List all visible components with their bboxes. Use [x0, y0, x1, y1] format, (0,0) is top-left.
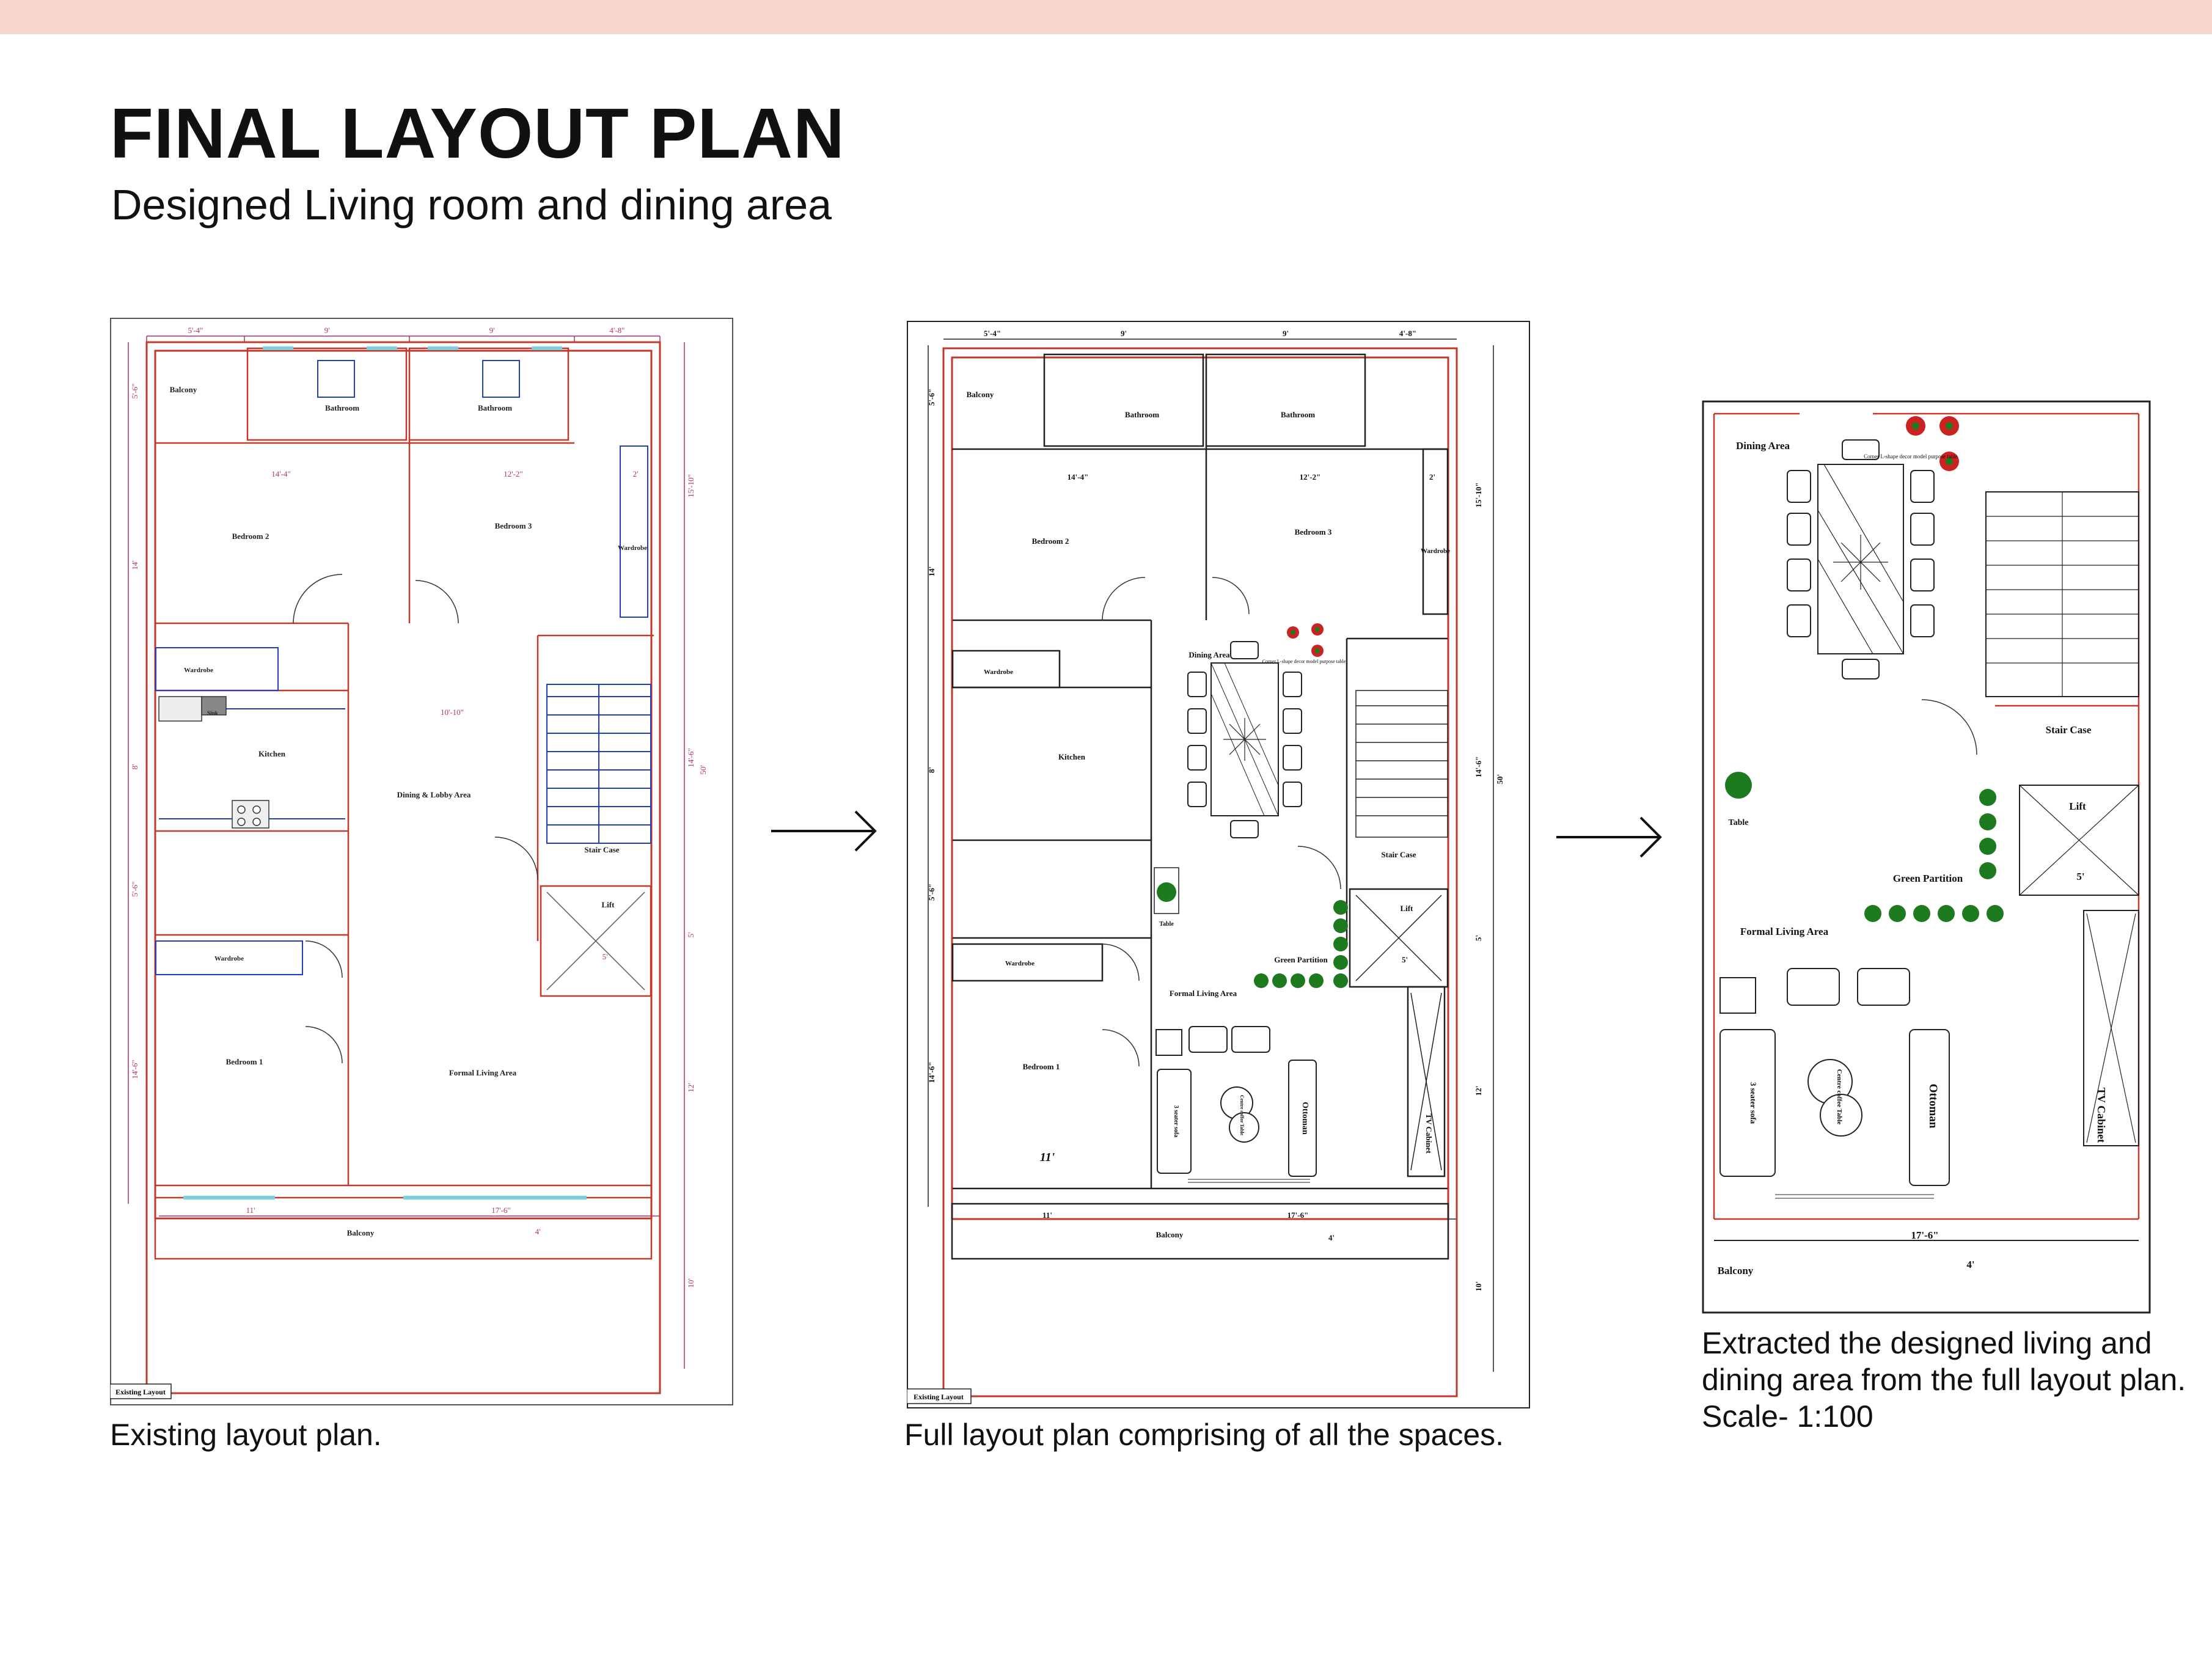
full-wardrobe-top-label: Wardrobe [983, 668, 1014, 676]
existing-balcony-bottom-label: Balcony [346, 1228, 375, 1237]
full-dim-top-2: 9' [1120, 329, 1127, 338]
full-dim-right-1: 15'-10" [1474, 482, 1483, 508]
existing-dim-inner-2: 12'-2" [504, 469, 523, 478]
full-dim-top-3: 9' [1282, 329, 1289, 338]
full-dim-left-3: 8' [927, 766, 936, 774]
existing-dim-left-3: 8' [130, 764, 139, 770]
existing-dim-inner-4: 10'-10" [441, 708, 464, 717]
existing-dim-right-4: 5' [686, 932, 695, 938]
full-wardrobe-right-label: Wardrobe [1420, 548, 1451, 555]
full-corner-note: Corner L-shape decor model purpose table [1262, 659, 1346, 664]
full-dim-inner-2: 12'-2" [1299, 472, 1321, 482]
full-dim-left-5: 14'-6" [927, 1061, 936, 1083]
full-dim-inner-4: 5' [1401, 955, 1408, 964]
extract-dim-2: 17'-6" [1911, 1229, 1939, 1241]
extract-dim-3: 4' [1966, 1259, 1975, 1270]
extract-dining-area-label: Dining Area [1735, 440, 1790, 452]
full-dim-left-1: 5'-6" [927, 388, 936, 406]
full-dim-inner-3: 2' [1429, 472, 1436, 482]
existing-dim-top-4: 4'-8" [609, 326, 625, 335]
right-arrow-icon [1555, 813, 1665, 862]
extract-corner-note: Corner L-shape decor model purpose table [1864, 453, 1958, 460]
existing-formal-living-label: Formal Living Area [449, 1068, 517, 1077]
full-stair-case-label: Stair Case [1381, 850, 1416, 859]
extract-dim-1: 5' [2076, 871, 2085, 882]
full-dim-bottom-2: 17'-6" [1287, 1210, 1309, 1220]
extracted-caption-line-2: dining area from the full layout plan. [1702, 1363, 2186, 1397]
extract-lift-label: Lift [2069, 800, 2086, 812]
existing-wardrobe-bottom-label: Wardrobe [214, 955, 244, 962]
extracted-caption-line-3: Scale- 1:100 [1702, 1399, 1873, 1434]
extract-center-table-label: Centre coffee Table [1836, 1069, 1843, 1125]
existing-dim-inner-5: 5' [602, 952, 608, 961]
full-dim-right-6: 10' [1474, 1281, 1483, 1292]
existing-dim-inner-3: 2' [632, 469, 639, 478]
full-dim-inner-1: 14'-4" [1067, 472, 1089, 482]
full-lift-label: Lift [1400, 904, 1413, 913]
full-dim-right-3: 50' [1495, 774, 1504, 785]
full-table-label: Table [1159, 921, 1174, 928]
extract-table-label: Table [1728, 818, 1749, 827]
existing-layout-drawing [110, 318, 733, 1405]
existing-lift-label: Lift [601, 900, 615, 909]
existing-dim-right-3: 50' [698, 765, 708, 775]
existing-bathroom-1-label: Bathroom [324, 403, 360, 412]
existing-wardrobe-top-label: Wardrobe [183, 667, 214, 674]
full-center-table-label: Centre coffee Table [1239, 1094, 1245, 1136]
full-dim-right-2: 14'-6" [1474, 756, 1483, 778]
existing-dining-lobby-label: Dining & Lobby Area [397, 790, 471, 799]
extract-formal-living-label: Formal Living Area [1740, 926, 1829, 937]
existing-dim-left-2: 14' [130, 560, 139, 570]
existing-bedroom-1-label: Bedroom 1 [225, 1057, 263, 1066]
full-wardrobe-bottom-label: Wardrobe [1005, 960, 1035, 967]
full-dim-right-5: 12' [1474, 1085, 1483, 1096]
full-kitchen-label: Kitchen [1058, 752, 1086, 761]
existing-dim-top-3: 9' [489, 326, 495, 335]
existing-dim-top-2: 9' [324, 326, 330, 335]
full-balcony-bottom-label: Balcony [1155, 1230, 1184, 1239]
existing-dim-bottom-1: 11' [246, 1206, 255, 1215]
existing-dim-top-1: 5'-4" [188, 326, 203, 335]
top-band [0, 0, 2212, 34]
full-dim-right-4: 5' [1474, 934, 1483, 942]
full-green-partition-label: Green Partition [1274, 955, 1328, 964]
full-ottoman-label: Ottoman [1300, 1102, 1309, 1135]
existing-bedroom-3-label: Bedroom 3 [494, 521, 532, 530]
full-dining-area-label: Dining Area [1188, 650, 1230, 659]
full-bedroom-2-label: Bedroom 2 [1031, 537, 1069, 546]
full-bedroom-1-label: Bedroom 1 [1022, 1062, 1060, 1071]
full-dim-left-4: 5'-6" [927, 883, 936, 901]
extract-green-partition-label: Green Partition [1892, 873, 1963, 884]
extract-stair-case-label: Stair Case [2045, 724, 2092, 736]
full-dim-inner-5: 4' [1328, 1233, 1335, 1242]
existing-dim-inner-6: 4' [535, 1227, 541, 1236]
existing-dim-inner-1: 14'-4" [271, 469, 291, 478]
existing-stair-case-label: Stair Case [584, 845, 620, 854]
existing-dim-right-2: 14'-6" [686, 748, 695, 767]
existing-bathroom-2-label: Bathroom [477, 403, 513, 412]
extracted-area-drawing [1702, 400, 2151, 1314]
extract-balcony-label: Balcony [1717, 1265, 1754, 1276]
full-dim-inner-6: 11' [1039, 1151, 1055, 1164]
full-dim-bottom-1: 11' [1042, 1210, 1052, 1220]
extracted-area-svg [1702, 400, 2151, 1314]
existing-dim-bottom-2: 17'-6" [491, 1206, 511, 1215]
full-tag: Existing Layout [914, 1393, 964, 1401]
full-dim-left-2: 14' [927, 566, 936, 577]
full-layout-svg [907, 321, 1530, 1408]
full-bedroom-3-label: Bedroom 3 [1294, 527, 1332, 537]
extracted-caption-line-1: Extracted the designed living and [1702, 1326, 2152, 1360]
existing-dim-right-5: 12' [686, 1083, 695, 1093]
full-formal-living-label: Formal Living Area [1169, 989, 1237, 998]
page-subtitle: Designed Living room and dining area [111, 181, 832, 229]
page-title: FINAL LAYOUT PLAN [110, 93, 845, 173]
extract-tv-cabinet-label: TV Cabinet [2095, 1087, 2108, 1143]
existing-dim-left-1: 5'-6" [130, 383, 139, 399]
existing-balcony-top-label: Balcony [169, 385, 197, 394]
right-arrow-icon [770, 807, 880, 855]
existing-dim-right-1: 15'-10" [686, 474, 695, 497]
existing-dim-left-5: 14'-6" [130, 1060, 139, 1079]
extracted-caption [1702, 1325, 2212, 1435]
existing-dim-right-6: 10' [686, 1278, 695, 1288]
full-dim-top-1: 5'-4" [983, 329, 1002, 338]
full-bathroom-1-label: Bathroom [1124, 410, 1160, 419]
extract-ottoman-label: Ottoman [1927, 1083, 1939, 1129]
full-layout-drawing [907, 321, 1530, 1408]
existing-kitchen-label: Kitchen [258, 749, 286, 758]
full-bathroom-2-label: Bathroom [1280, 410, 1316, 419]
full-balcony-top-label: Balcony [966, 390, 994, 399]
existing-tag: Existing Layout [115, 1388, 166, 1396]
existing-caption: Existing layout plan. [110, 1418, 382, 1452]
full-caption: Full layout plan comprising of all the spaces. [904, 1418, 1504, 1452]
extract-three-seater-label: 3 seater sofa [1749, 1082, 1758, 1124]
existing-wardrobe-right-label: Wardrobe [617, 544, 648, 552]
existing-dim-left-4: 5'-6" [130, 881, 139, 897]
full-dim-top-4: 4'-8" [1399, 329, 1417, 338]
existing-sink-label: Sink [207, 710, 218, 716]
existing-bedroom-2-label: Bedroom 2 [232, 532, 269, 541]
full-three-seater-label: 3 seater sofa [1173, 1105, 1179, 1138]
full-tv-cabinet-label: TV Cabinet [1424, 1113, 1434, 1154]
existing-layout-svg [110, 318, 733, 1405]
